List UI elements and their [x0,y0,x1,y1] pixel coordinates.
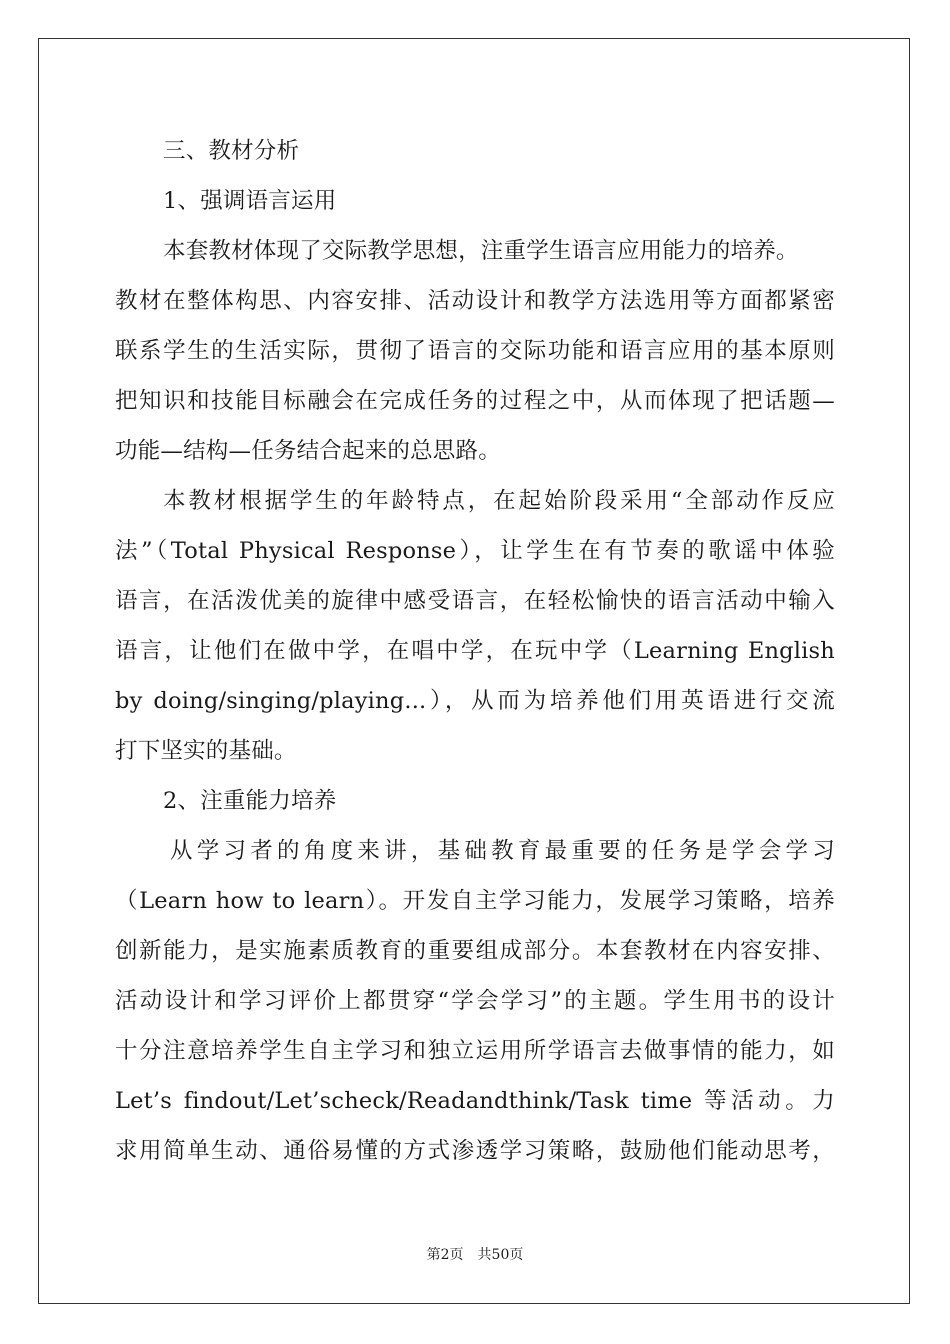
paragraph-line: 打下坚实的基础。 [115,738,297,764]
paragraph-line: 语言，让他们在做中学，在唱中学，在玩中学（Learning English [115,638,835,664]
document-body [115,126,835,1176]
paragraph-line: 把知识和技能目标融会在完成任务的过程之中，从而体现了把话题— [115,388,835,414]
paragraph-line: （Learn how to learn）。开发自主学习能力，发展学习策略，培养 [115,888,835,914]
section-heading: 三、教材分析 [163,138,300,164]
paragraph-line: 求用简单生动、通俗易懂的方式渗透学习策略，鼓励他们能动思考， [115,1138,835,1164]
subsection-heading-2: 2、注重能力培养 [163,788,337,814]
paragraph-line: 创新能力，是实施素质教育的重要组成部分。本套教材在内容安排、 [115,938,835,964]
subsection-heading-1: 1、强调语言运用 [163,188,337,214]
paragraph-line: by doing/singing/playing...），从而为培养他们用英语进行交流 [115,688,835,714]
paragraph-line: 从学习者的角度来讲，基础教育最重要的任务是学会学习 [170,838,835,864]
paragraph-line: 教材在整体构思、内容安排、活动设计和教学方法选用等方面都紧密 [115,288,835,314]
paragraph-line: 语言，在活泼优美的旋律中感受语言，在轻松愉快的语言活动中输入 [115,588,835,614]
paragraph-line: 联系学生的生活实际，贯彻了语言的交际功能和语言应用的基本原则 [115,338,835,364]
paragraph-line: 法”（Total Physical Response），让学生在有节奏的歌谣中体验 [115,538,835,564]
page-number-footer: 第2页 共50页 [426,1247,524,1263]
paragraph-line: 活动设计和学习评价上都贯穿“学会学习”的主题。学生用书的设计 [115,988,835,1014]
paragraph-line: 十分注意培养学生自主学习和独立运用所学语言去做事情的能力，如 [115,1038,835,1064]
paragraph-line: 功能—结构—任务结合起来的总思路。 [115,438,501,464]
paragraph-line: 本套教材体现了交际教学思想，注重学生语言应用能力的培养。 [163,238,799,264]
paragraph-line: Let’s findout/Let’scheck/Readandthink/Task time 等活动。力 [115,1088,835,1114]
paragraph-line: 本教材根据学生的年龄特点，在起始阶段采用“全部动作反应 [163,488,835,514]
